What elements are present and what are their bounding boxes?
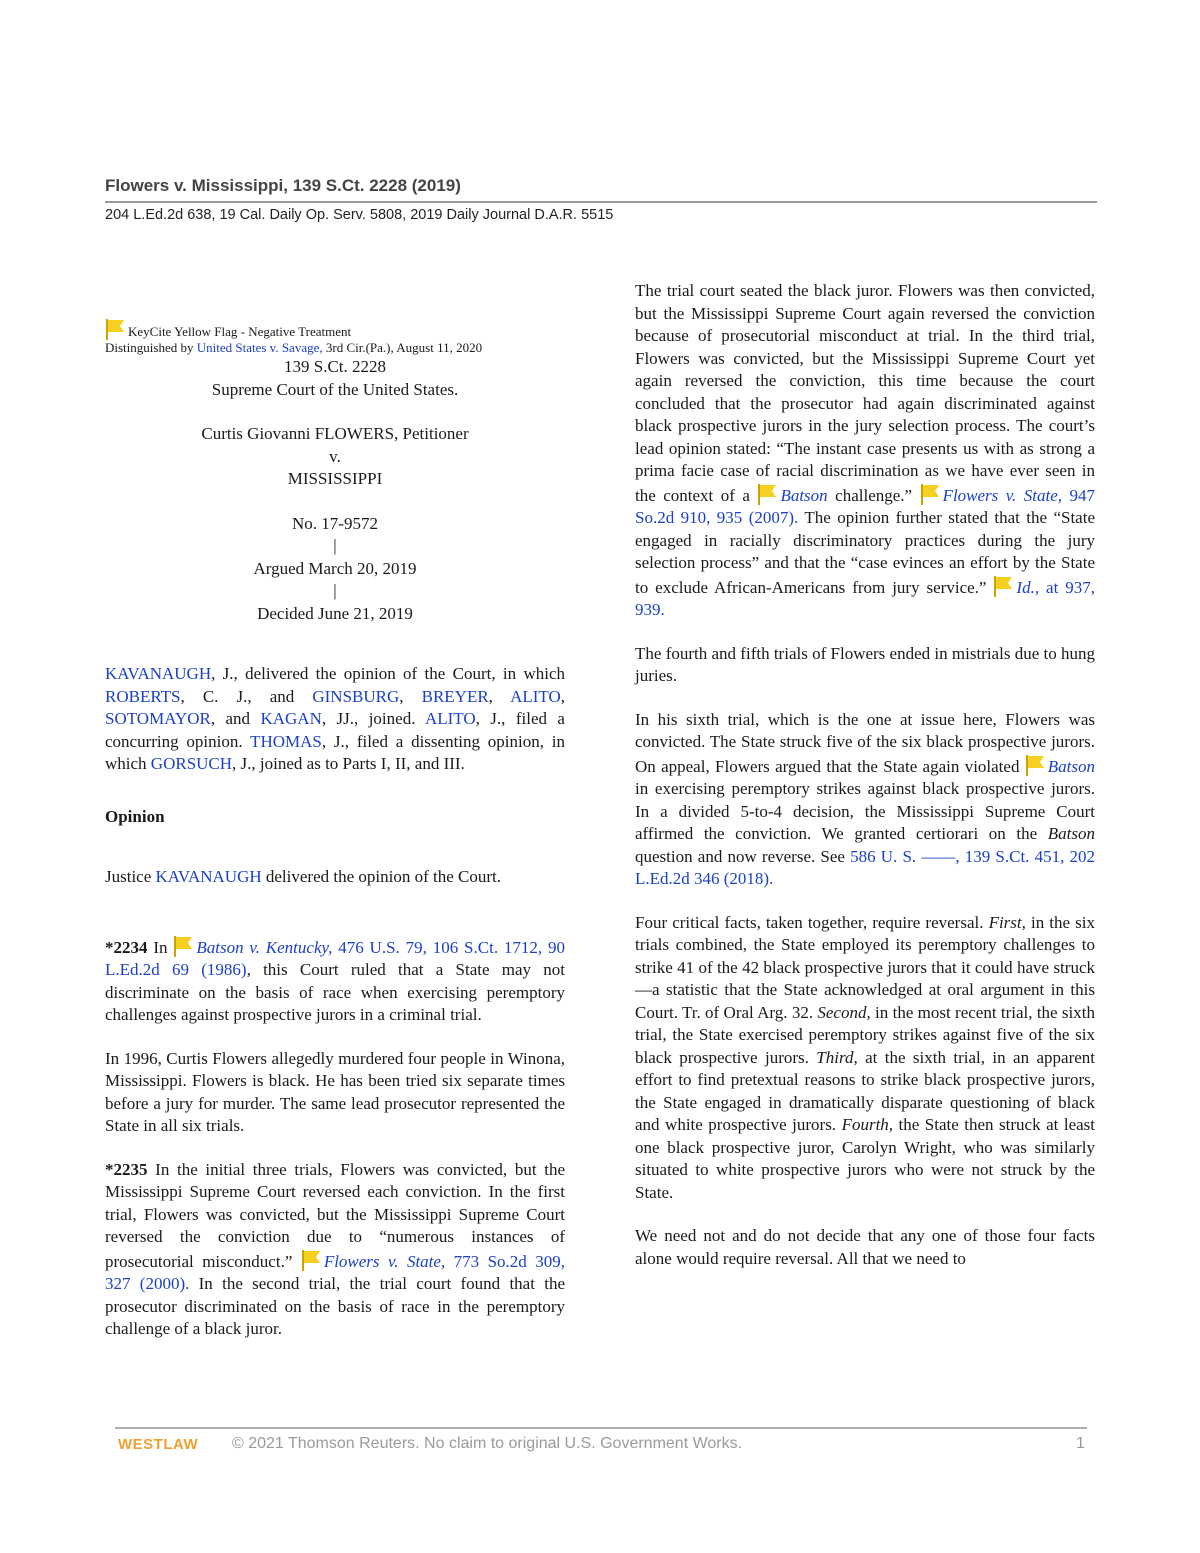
kavanaugh-link[interactable]: KAVANAUGH [105, 664, 212, 683]
yellow-flag-icon[interactable] [301, 1249, 322, 1271]
star-page: *2235 [105, 1159, 148, 1179]
batson-cite-link[interactable]: 476 U.S. 79, 106 S.Ct. 1712, 90 L.Ed.2d 69 (1986) [105, 937, 566, 979]
left-column [105, 318, 565, 1362]
syllabus-paragraph: KAVANAUGH, J., delivered the opinion of the Court, in which ROBERTS, C. J., and GINSBURG, BREYER, ALITO, SOTOMAYOR, and KAGAN, JJ., joined. ALITO, J., filed a concurring opinion. THOMAS, J., filed a dissenting opinion, in which GORSUCH, J., joined as to Parts I, II, and III. [105, 664, 566, 773]
opinion-paragraph: The trial court seated the black juror. Flowers was then convicted, but the Mississippi Supreme Court again reversed the conviction because of prosecutorial misconduct at trial. In the third trial, Flowers was convicted, but the Mississippi Supreme Court yet again reversed the conviction, this time because the court concluded that the prosecutor had again discriminated against black prospective jurors in the jury selection process. The court’s lead opinion stated: “The instant case presents us with as strong a prima facie case of racial discrimination as we have ever seen in the context of a Batson challenge.” Flowers v. State, 947 So.2d 910, 935 (2007). The opinion further stated that the “State engaged in racially discriminatory practices during the jury selection process” and that the “case evinces an effort by the State to exclude African-Americans from jury service.” Id., at 937, 939. [635, 281, 1096, 619]
distinguished-suffix: 3rd Cir.(Pa.), August 11, 2020 [322, 340, 483, 355]
opinion-heading: Opinion [105, 806, 165, 826]
opinion-paragraph: The fourth and fifth trials of Flowers ended in mistrials due to hung juries. [635, 643, 1095, 685]
petitioner: Curtis Giovanni FLOWERS, Petitioner [201, 424, 469, 443]
batson-link[interactable]: Batson [780, 485, 828, 505]
header-divider [105, 201, 1097, 203]
court-name: Supreme Court of the United States. [211, 379, 459, 399]
sotomayor-link[interactable]: SOTOMAYOR [105, 709, 211, 728]
batson-italic: Batson [1047, 824, 1095, 843]
batson-case-link[interactable]: Batson v. Kentucky, [196, 937, 333, 957]
respondent: MISSISSIPPI [287, 469, 383, 488]
flowers-2007-cite-link[interactable]: 947 So.2d 910, 935 (2007). [635, 485, 1096, 527]
id-link[interactable]: Id., [1016, 577, 1040, 597]
footer-divider [115, 1427, 1087, 1429]
parallel-citations: 204 L.Ed.2d 638, 19 Cal. Daily Op. Serv. 5808, 2019 Daily Journal D.A.R. 5515 [105, 207, 614, 223]
keycite-block [105, 318, 565, 356]
opinion-intro: Justice KAVANAUGH delivered the opinion of the Court. [105, 867, 502, 886]
decided-date: Decided June 21, 2019 [257, 603, 413, 623]
yellow-flag-icon[interactable] [173, 935, 194, 957]
docket-number: No. 17-9572 [292, 513, 378, 533]
yellow-flag-icon[interactable] [1025, 754, 1046, 776]
kavanaugh-author-link[interactable]: KAVANAUGH [155, 867, 262, 886]
versus: v. [329, 446, 341, 466]
separator: | [333, 536, 337, 555]
opinion-paragraph: We need not and do not decide that any one of those four facts alone would require reversal. All that we need to [635, 1226, 1095, 1268]
opinion-paragraph: *2235 In the initial three trials, Flowers was convicted, but the Mississippi Supreme Court reversed each conviction. In the first trial, Flowers was convicted, but the Mississippi Supreme Court reversed the conviction due to “numerous instances of prosecutorial misconduct.” Flowers v. State, 773 So.2d 309, 327 (2000). In the second trial, the trial court found that the prosecutor discriminated on the basis of race in the peremptory challenge of a black juror. [105, 1159, 565, 1338]
star-page: *2234 [105, 937, 148, 957]
savage-case-link[interactable]: United States v. Savage, [196, 340, 323, 355]
alito-link[interactable]: ALITO [510, 686, 561, 706]
keycite-flag-label[interactable]: KeyCite Yellow Flag - Negative Treatment [128, 324, 352, 339]
cert-grant-cite-link[interactable]: 586 U. S. ––––, 139 S.Ct. 451, 202 L.Ed.2d 346 (2018). [635, 846, 1095, 888]
yellow-flag-icon[interactable] [993, 575, 1014, 597]
document-title: Flowers v. Mississippi, 139 S.Ct. 2228 (2019) [105, 176, 461, 195]
copyright-notice: © 2021 Thomson Reuters. No claim to original U.S. Government Works. [232, 1435, 743, 1452]
ginsburg-link[interactable]: GINSBURG [312, 686, 400, 706]
keycite-distinguished [105, 340, 565, 356]
flowers-2000-case-link[interactable]: Flowers v. State, [323, 1251, 446, 1271]
opinion-paragraph: *2234 In Batson v. Kentucky, 476 U.S. 79, 106 S.Ct. 1712, 90 L.Ed.2d 69 (1986), this Court ruled that a State may not discriminate on the basis of race when exercising peremptory challenges against prospective jurors in a criminal trial. [105, 935, 565, 1027]
right-column [635, 280, 1095, 1291]
alito-concurring-link[interactable]: ALITO [424, 709, 476, 728]
kagan-link[interactable]: KAGAN [260, 709, 322, 728]
reporter-citation: 139 S.Ct. 2228 [283, 357, 387, 376]
separator: | [333, 581, 337, 600]
breyer-link[interactable]: BREYER [421, 686, 489, 706]
yellow-flag-icon[interactable] [757, 483, 778, 505]
distinguished-prefix: Distinguished by [105, 340, 197, 355]
westlaw-logo: WESTLAW [118, 1436, 199, 1453]
argued-date: Argued March 20, 2019 [253, 558, 417, 578]
gorsuch-link[interactable]: GORSUCH [150, 754, 233, 773]
thomas-link[interactable]: THOMAS [250, 731, 322, 751]
keycite-flag-row [105, 318, 565, 340]
opinion-paragraph: In 1996, Curtis Flowers allegedly murdered four people in Winona, Mississippi. Flowers is black. He has been tried six separate times before a jury for murder. The same lead prosecutor represented the State in all six trials. [105, 1048, 565, 1135]
case-caption [105, 356, 565, 625]
yellow-flag-icon[interactable] [920, 483, 941, 505]
id-cite-link[interactable]: at 937, 939. [635, 577, 1095, 619]
flowers-2007-case-link[interactable]: Flowers v. State, [942, 485, 1063, 505]
flowers-2000-cite-link[interactable]: 773 So.2d 309, 327 (2000). [105, 1251, 565, 1293]
opinion-paragraph: In his sixth trial, which is the one at issue here, Flowers was convicted. The State struck five of the six black prospective jurors. On appeal, Flowers argued that the State again violated Batson in exercising peremptory strikes against black prospective jurors. In a divided 5-to-4 decision, the Mississippi Supreme Court affirmed the conviction. We granted certiorari on the Batson question and now reverse. See 586 U. S. ––––, 139 S.Ct. 451, 202 L.Ed.2d 346 (2018). [635, 709, 1095, 888]
page-number: 1 [1076, 1435, 1085, 1452]
roberts-link[interactable]: ROBERTS [105, 686, 181, 706]
yellow-flag-icon[interactable] [105, 318, 126, 340]
batson-link[interactable]: Batson [1047, 756, 1095, 776]
opinion-paragraph: Four critical facts, taken together, require reversal. First, in the six trials combined, the State employed its peremptory challenges to strike 41 of the 42 black prospective jurors that it could have struck—a statistic that the State acknowledged at oral argument in this Court. Tr. of Oral Arg. 32. Second, in the most recent trial, the sixth trial, the State exercised peremptory strikes against five of the six black prospective jurors. Third, at the sixth trial, in an apparent effort to find pretextual reasons to strike black prospective jurors, the State engaged in dramatically disparate questioning of black and white prospective jurors. Fourth, the State then struck at least one black prospective juror, Carolyn Wright, who was similarly situated to white prospective jurors who were not struck by the State. [635, 912, 1095, 1202]
